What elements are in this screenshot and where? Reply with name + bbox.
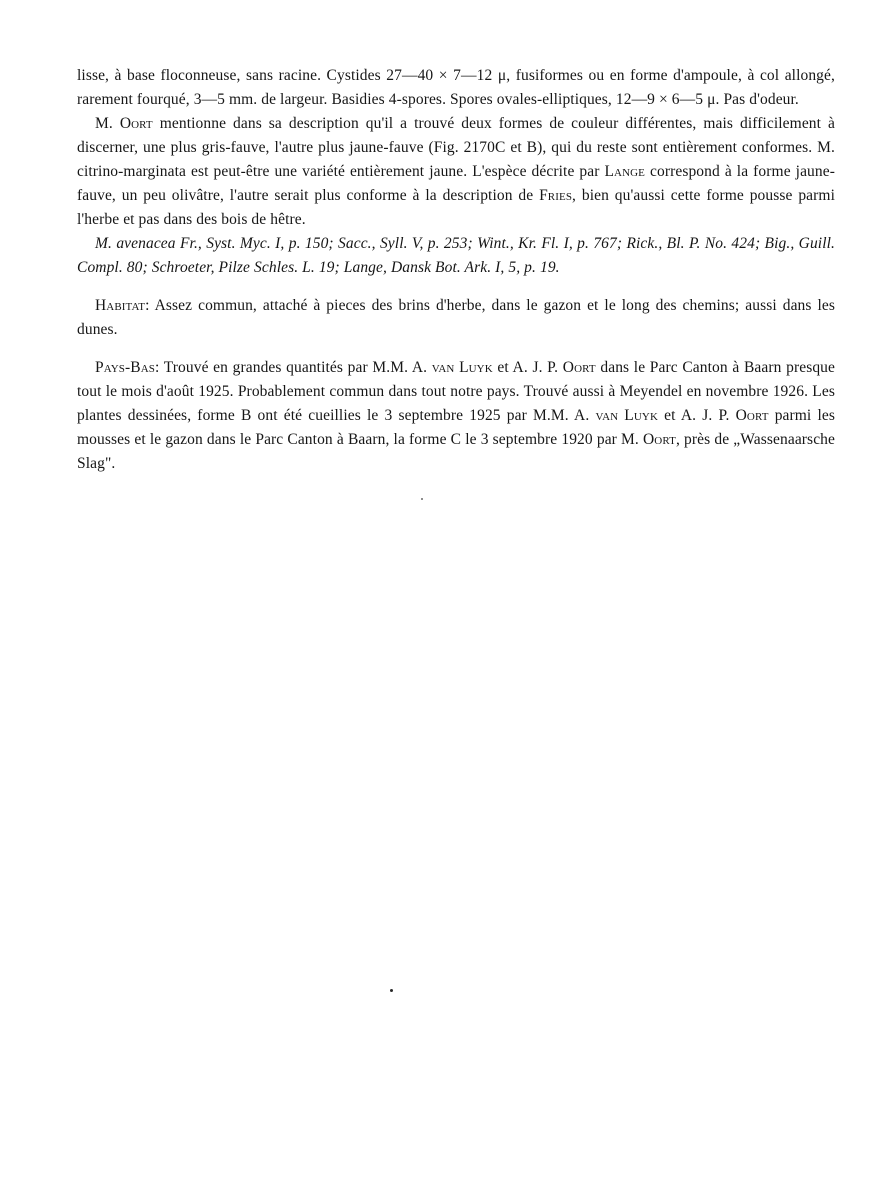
pays-bas-text-2: et A. J. P.	[492, 359, 563, 376]
remarks-paragraph	[77, 112, 835, 232]
remarks-text-1: mentionne dans sa description qu'il a trouvé deux formes de couleur différentes, mais difficilement à discerner, une plus gris-fauve, l'autre plus jaune-fauve (Fig. 2170C et B), qui du reste sont entièrement conformes. M. citrino-marginata est peut-être une variété entièrement jaune. L'espèce décrite par	[77, 115, 836, 180]
page-body	[77, 64, 835, 476]
remarks-text-2: correspond à la forme jaune-fauve, un peu olivâtre, l'autre serait plus conforme à la description de	[77, 163, 835, 204]
name-van-luyk-1: van Luyk	[431, 359, 493, 376]
description-paragraph	[77, 64, 835, 112]
name-oort-1: Oort	[562, 359, 596, 376]
pays-bas-text-5: parmi les mousses et le gazon dans le Parc Canton à Baarn, la forme C le 3 septembre 1920 par M.	[77, 407, 836, 448]
name-oort-2: Oort	[735, 407, 769, 424]
name-van-luyk-2: van Luyk	[595, 407, 658, 424]
author-fries: Fries	[539, 187, 573, 204]
speck-mark	[390, 989, 393, 992]
speck-mark	[421, 498, 423, 500]
habitat-label: Habitat	[95, 297, 146, 314]
name-oort-3: Oort	[643, 431, 676, 448]
pays-bas-text-1: : Trouvé en grandes quantités par M.M. A.	[154, 359, 432, 376]
pays-bas-label: Pays-Bas	[95, 359, 155, 376]
pays-bas-text-6: , près de „Wassenaarsche Slag".	[77, 431, 836, 472]
pays-bas-paragraph	[77, 356, 835, 476]
description-text: lisse, à base floconneuse, sans racine. Cystides 27—40 × 7—12 μ, fusiformes ou en forme d'ampoule, à col allongé, rarement fourqué, 3—5 mm. de largeur. Basidies 4-spores. Spores ovales-elliptiques, 12—9 × 6—5 μ. Pas d'odeur.	[77, 67, 835, 108]
remarks-text-3: , bien qu'aussi cette forme pousse parmi l'herbe et pas dans des bois de hêtre.	[77, 187, 835, 228]
author-lange: Lange	[604, 163, 646, 180]
habitat-paragraph	[77, 294, 835, 342]
pays-bas-text-4: et A. J. P.	[658, 407, 736, 424]
author-oort: M. Oort	[95, 115, 153, 132]
bibliography-paragraph	[77, 232, 835, 280]
pays-bas-text-3: dans le Parc Canton à Baarn presque tout le mois d'août 1925. Probablement commun dans tout notre pays. Trouvé aussi à Meyendel en novembre 1926. Les plantes dessinées, forme B ont été cueillies le 3 septembre 1925 par M.M. A.	[77, 359, 836, 424]
habitat-text: : Assez commun, attaché à pieces des brins d'herbe, dans le gazon et le long des chemins; aussi dans les dunes.	[77, 297, 835, 338]
bibliography-text: M. avenacea Fr., Syst. Myc. I, p. 150; Sacc., Syll. V, p. 253; Wint., Kr. Fl. I, p. 767; Rick., Bl. P. No. 424; Big., Guill. Compl. 80; Schroeter, Pilze Schles. L. 19; Lange, Dansk Bot. Ark. I, 5, p. 19.	[77, 235, 835, 276]
